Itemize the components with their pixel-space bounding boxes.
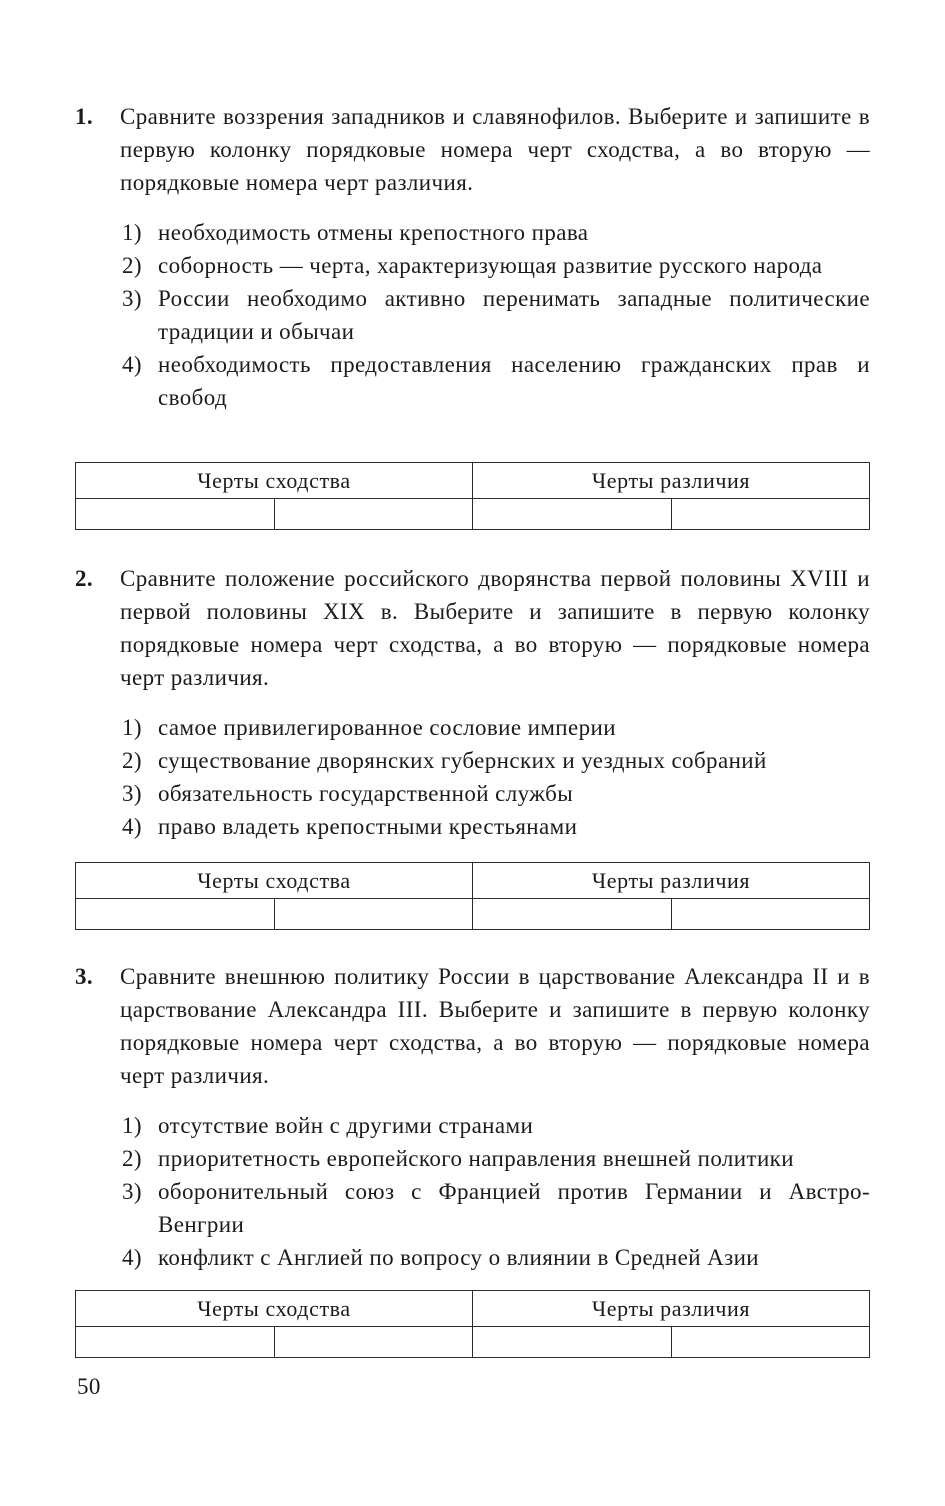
list-item [122,810,870,843]
list-item [122,216,870,249]
difference-answer-cell[interactable] [473,1327,672,1358]
options-list [75,216,870,414]
option-text: соборность — черта, характеризующая развитие русского народа [158,253,823,278]
option-number: 4) [122,352,142,377]
difference-answer-cell[interactable] [473,899,672,930]
option-number: 2) [122,1146,142,1171]
difference-answer-cell[interactable] [671,1327,870,1358]
option-text: существование дворянских губернских и уездных собраний [158,748,767,773]
difference-header: Черты различия [473,863,870,899]
similarity-header: Черты сходства [76,1291,473,1327]
option-text: самое привилегированное сословие империи [158,715,616,740]
exercise-1 [75,100,870,530]
option-text: право владеть крепостными крестьянами [158,814,578,839]
option-text: необходимость отмены крепостного права [158,220,589,245]
option-text: обязательность государственной службы [158,781,574,806]
option-number: 2) [122,253,142,278]
answer-table [75,862,870,930]
option-number: 1) [122,1113,142,1138]
option-text: отсутствие войн с другими странами [158,1113,534,1138]
exercise-2 [75,562,870,930]
answer-table [75,1290,870,1358]
difference-header: Черты различия [473,1291,870,1327]
answer-table [75,462,870,530]
answer-table-header-row [76,863,870,899]
page-number: 50 [77,1374,101,1399]
list-item [122,777,870,810]
options-list [75,1109,870,1274]
similarity-answer-cell[interactable] [76,499,275,530]
similarity-header: Черты сходства [76,463,473,499]
option-number: 3) [122,781,142,806]
similarity-header: Черты сходства [76,863,473,899]
answer-table-header-row [76,463,870,499]
exercise-number: 1. [75,104,94,129]
options-list [75,711,870,843]
list-item [122,1109,870,1142]
similarity-answer-cell[interactable] [274,1327,473,1358]
answer-table-input-row [76,899,870,930]
list-item [122,348,870,414]
list-item [122,1241,870,1274]
similarity-answer-cell[interactable] [76,899,275,930]
exercise-3 [75,960,870,1358]
difference-answer-cell[interactable] [671,499,870,530]
list-item [122,711,870,744]
answer-table-input-row [76,499,870,530]
difference-answer-cell[interactable] [473,499,672,530]
similarity-answer-cell[interactable] [274,499,473,530]
answer-table-header-row [76,1291,870,1327]
option-text: приоритетность европейского направления внешней политики [158,1146,794,1171]
option-number: 1) [122,715,142,740]
exercise-task-text: Сравните положение российского дворянства первой половины XVIII и первой половины XIX в. Выберите и запишите в первую колонку порядковые номера черт сходства, а во вторую — порядковые номера черт различия. [120,566,870,690]
exercise-number: 3. [75,964,94,989]
option-text: России необходимо активно перенимать западные политические традиции и обычаи [158,286,870,344]
similarity-answer-cell[interactable] [274,899,473,930]
option-text: конфликт с Англией по вопросу о влиянии в Средней Азии [158,1245,759,1270]
exercise-task-text: Сравните внешнюю политику России в царствование Александра II и в царствование Александра III. Выберите и запишите в первую колонку порядковые номера черт сходства, а во вторую — порядковые номера черт различия. [120,964,870,1088]
option-number: 4) [122,1245,142,1270]
list-item [122,1175,870,1241]
exercise-task-text: Сравните воззрения западников и славянофилов. Выберите и запишите в первую колонку порядковые номера черт сходства, а во вторую — порядковые номера черт различия. [120,104,870,195]
exercise-number: 2. [75,566,94,591]
answer-table-input-row [76,1327,870,1358]
list-item [122,249,870,282]
option-text: оборонительный союз с Францией против Германии и Австро-Венгрии [158,1179,870,1237]
option-text: необходимость предоставления населению гражданских прав и свобод [158,352,870,410]
difference-header: Черты различия [473,463,870,499]
option-number: 3) [122,1179,142,1204]
exercise-2-task-row [75,562,870,694]
option-number: 1) [122,220,142,245]
difference-answer-cell[interactable] [671,899,870,930]
option-number: 4) [122,814,142,839]
similarity-answer-cell[interactable] [76,1327,275,1358]
exercise-1-task-row [75,100,870,199]
list-item [122,744,870,777]
option-number: 2) [122,748,142,773]
option-number: 3) [122,286,142,311]
list-item [122,1142,870,1175]
list-item [122,282,870,348]
exercise-3-task-row [75,960,870,1092]
